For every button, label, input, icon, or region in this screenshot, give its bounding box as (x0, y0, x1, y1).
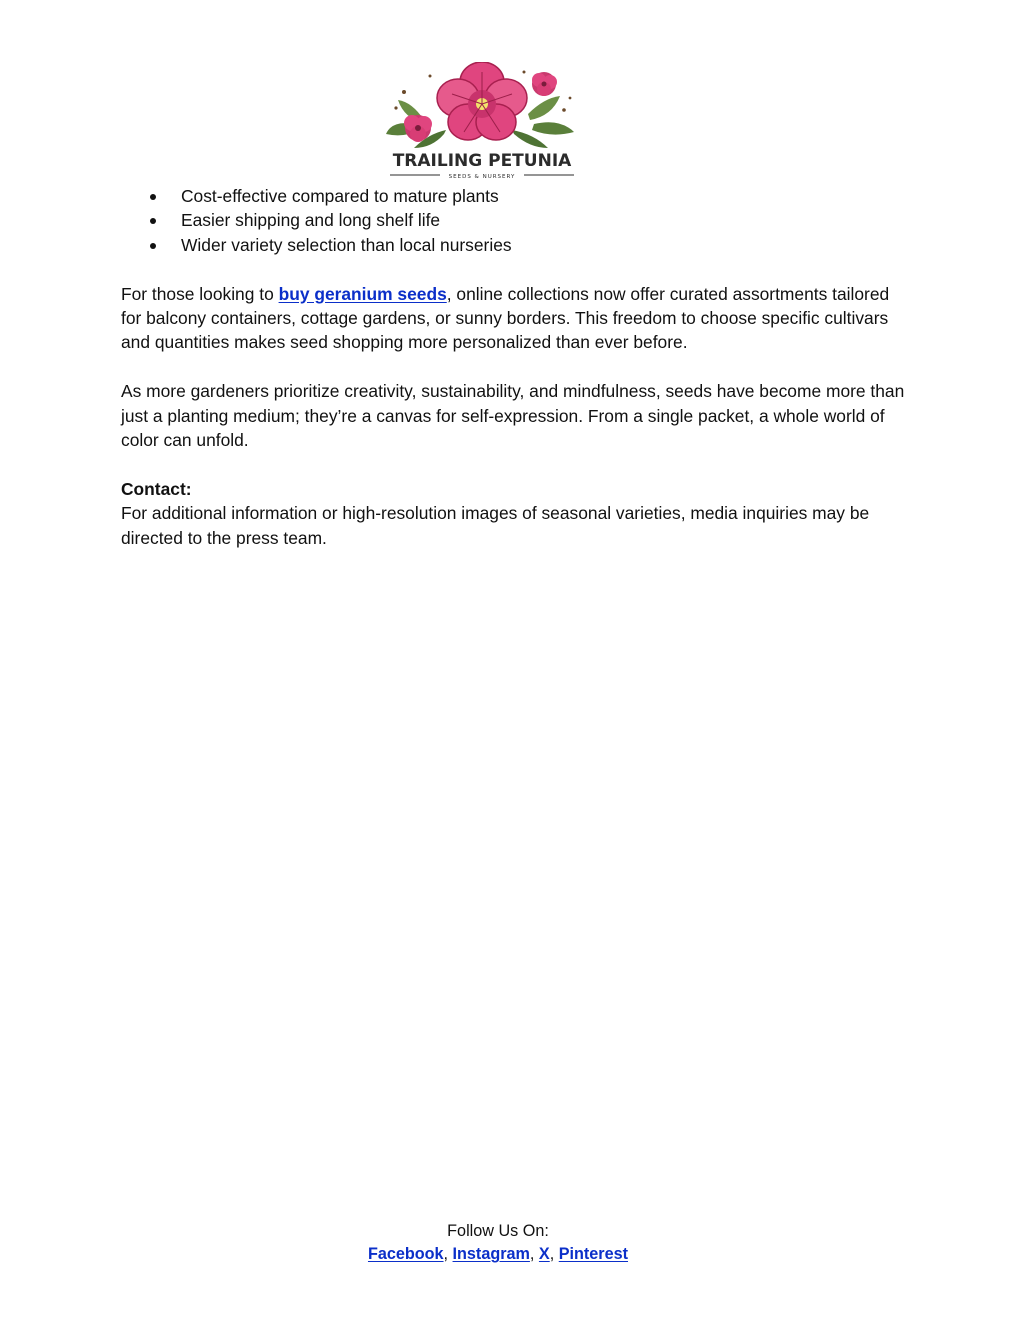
social-links (0, 1243, 996, 1266)
list-item (121, 184, 911, 208)
list-item-text: Wider variety selection than local nurseries (181, 234, 512, 255)
list-item-text: Cost-effective compared to mature plants (181, 186, 499, 206)
buy-geranium-seeds-link[interactable]: buy geranium seeds (278, 283, 447, 304)
separator: , (529, 1245, 539, 1263)
pinterest-link[interactable]: Pinterest (558, 1245, 629, 1263)
gardeners-paragraph: As more gardeners prioritize creativity, sustainability, and mindfulness, seeds have become more than just a planting medium; they’re a canvas for self-expression. From a single packet, a whole world of color can unfold. (121, 381, 905, 450)
document-body (121, 184, 911, 550)
bullet-icon (150, 194, 156, 200)
separator: , (549, 1245, 559, 1263)
paragraph-text: , online collections now offer curated assortments tailored for balcony containers, cottage gardens, or sunny borders. This freedom to choose specific cultivars and quantities makes seed shopping more personalized than ever before. (121, 283, 890, 353)
paragraph-text: For those looking to (121, 283, 279, 304)
bullet-icon (150, 218, 156, 224)
x-link[interactable]: X (538, 1245, 550, 1263)
brand-logo (384, 62, 580, 184)
list-item (121, 233, 911, 257)
svg-text:TRAILING PETUNIA: TRAILING PETUNIA (392, 151, 572, 171)
benefit-list (121, 184, 911, 257)
list-item-text: Easier shipping and long shelf life (181, 210, 441, 231)
petunia-flower-icon (384, 62, 580, 184)
bullet-icon (150, 243, 156, 249)
follow-label: Follow Us On: (447, 1222, 549, 1240)
contact-heading: Contact: (121, 478, 192, 499)
facebook-link[interactable]: Facebook (367, 1245, 444, 1263)
footer (0, 1220, 996, 1266)
svg-text:SEEDS & NURSERY: SEEDS & NURSERY (448, 174, 516, 180)
list-item (121, 208, 911, 232)
instagram-link[interactable]: Instagram (452, 1245, 530, 1263)
seeds-paragraph (121, 282, 911, 355)
contact-text: For additional information or high-resolution images of seasonal varieties, media inquiries may be directed to the press team. (121, 503, 870, 548)
separator: , (443, 1245, 453, 1263)
